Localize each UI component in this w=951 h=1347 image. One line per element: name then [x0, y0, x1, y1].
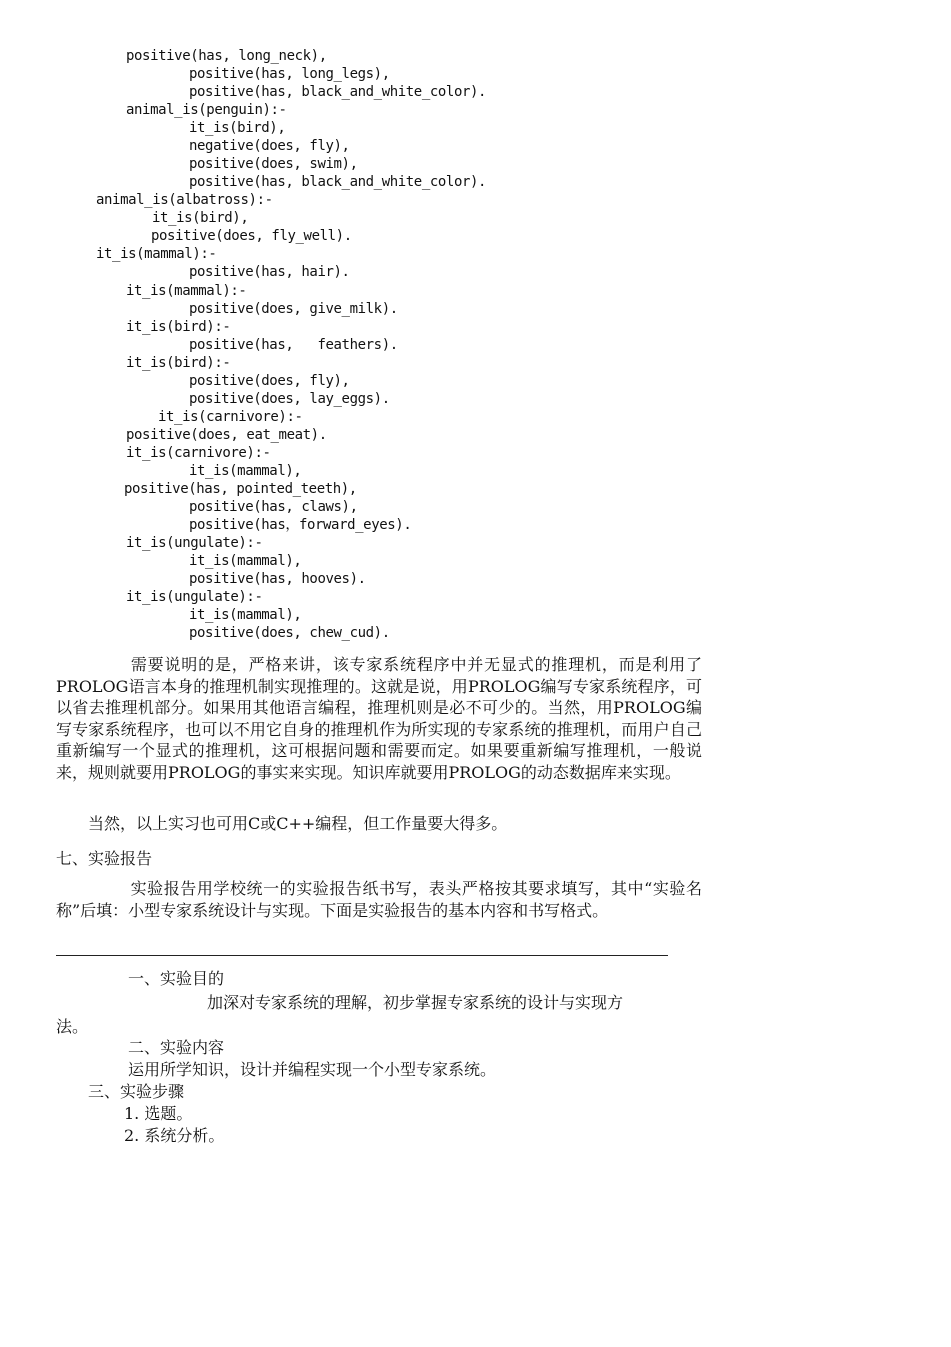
purpose-text: 加深对专家系统的理解，初步掌握专家系统的设计与实现方: [207, 993, 624, 1012]
code-line: negative(does, fly),: [189, 138, 350, 154]
code-line: it_is(ungulate):-: [126, 535, 263, 551]
code-line: it_is(mammal),: [189, 463, 302, 479]
explanation-text: 需要说明的是，严格来讲，该专家系统程序中并无显式的推理机，而是利用了PROLOG语言本身的推理机制实现推理的。这就是说，用PROLOG编写专家系统程序，可以省去推理机部分。如果用其他语言编程，推理机则是必不可少的。当然，用PROLOG编写专家系统程序，也可以不用它自身的推理机作为所实现的专家系统的推理机，而用户自己重新编写一个显式的推理机，这可根据问题和需要而定。如果要重新编写推理机，一般说来，规则就要用PROLOG的事实来实现。知识库就要用PROLOG的动态数据库来实现。: [56, 655, 702, 782]
code-line: positive(has, long_neck),: [126, 48, 327, 64]
code-line: it_is(carnivore):-: [126, 445, 271, 461]
code-line: it_is(ungulate):-: [126, 589, 263, 605]
code-line: positive(does, eat_meat).: [126, 427, 327, 443]
content-text: 运用所学知识，设计并编程实现一个小型专家系统。: [128, 1060, 497, 1079]
code-line: positive(has, hooves).: [189, 571, 366, 587]
code-line: positive(does, lay_eggs).: [189, 391, 390, 407]
code-line: positive(does, give_milk).: [189, 301, 398, 317]
explanation-note: 当然，以上实习也可用C或C++编程，但工作量要大得多。: [88, 814, 508, 833]
code-line: it_is(mammal):-: [96, 246, 217, 262]
code-line: positive(does, fly_well).: [151, 228, 352, 244]
code-line: positive(does, fly),: [189, 373, 350, 389]
code-line: positive(has, pointed_teeth),: [124, 481, 357, 497]
code-line: it_is(mammal),: [189, 607, 302, 623]
code-line: positive(has, hair).: [189, 264, 350, 280]
code-line: it_is(carnivore):-: [158, 409, 303, 425]
step-item: 2. 系统分析。: [124, 1126, 225, 1145]
code-line: it_is(bird),: [189, 120, 286, 136]
steps-heading: 三、实验步骤: [88, 1082, 185, 1101]
code-line: positive(has, black_and_white_color).: [189, 174, 487, 190]
code-line: it_is(bird),: [152, 210, 249, 226]
code-line: positive(has, claws),: [189, 499, 358, 515]
content-heading: 二、实验内容: [128, 1038, 225, 1057]
code-line: positive(does, swim),: [189, 156, 358, 172]
code-line: it_is(bird):-: [126, 319, 231, 335]
code-line: animal_is(penguin):-: [126, 102, 287, 118]
code-line: it_is(bird):-: [126, 355, 231, 371]
code-line: animal_is(albatross):-: [96, 192, 273, 208]
section-heading: 七、实验报告: [56, 849, 153, 868]
separator-line: [56, 955, 668, 956]
purpose-heading: 一、实验目的: [128, 969, 225, 988]
explanation-paragraph: [56, 654, 702, 784]
code-line: positive(has, feathers).: [189, 337, 398, 353]
section-paragraph: [56, 878, 702, 921]
code-line: it_is(mammal),: [189, 553, 302, 569]
code-line: it_is(mammal):-: [126, 283, 247, 299]
code-line: positive(has，forward_eyes).: [189, 517, 412, 533]
code-line: positive(has, black_and_white_color).: [189, 84, 487, 100]
step-item: 1. 选题。: [124, 1104, 193, 1123]
purpose-text-continued: 法。: [56, 1017, 89, 1036]
section-paragraph-text: 实验报告用学校统一的实验报告纸书写，表头严格按其要求填写，其中“实验名称”后填：小型专家系统设计与实现。下面是实验报告的基本内容和书写格式。: [56, 879, 702, 920]
code-line: positive(does, chew_cud).: [189, 625, 390, 641]
code-line: positive(has, long_legs),: [189, 66, 390, 82]
